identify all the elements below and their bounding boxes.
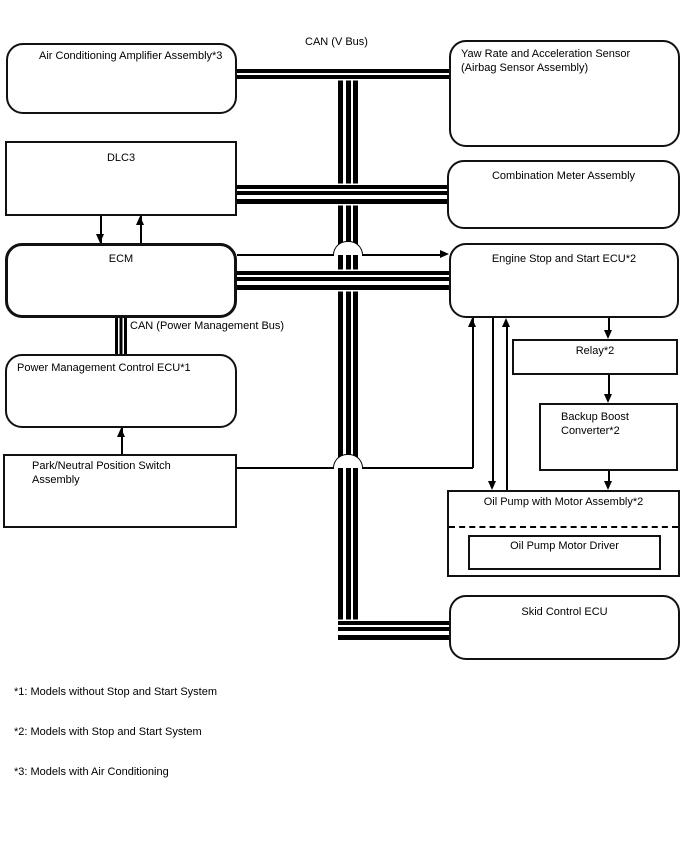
arrow-into-pm-ecu [117, 428, 125, 437]
node-ecm-label: ECM [108, 253, 134, 265]
node-engine-ss-ecu [449, 243, 679, 318]
arrow-into-engine-ecu [440, 250, 449, 258]
bus-dlc3-combination-meter [237, 185, 449, 204]
node-ecm [5, 243, 237, 318]
line-oilpump-to-engine [506, 326, 508, 490]
line-ecm-to-engine-ecu-1 [237, 254, 334, 256]
can-v-bus-label: CAN (V Bus) [305, 36, 368, 48]
can-power-management-bus [115, 317, 127, 355]
node-skid-ecu-label: Skid Control ECU [521, 606, 608, 618]
node-pn-switch [3, 454, 237, 528]
can-v-bus-trunk [338, 69, 358, 640]
node-dlc3-label: DLC3 [106, 152, 136, 164]
bus-ecm-engine-ecu [237, 271, 449, 290]
line-pn-to-engine-3 [472, 318, 474, 468]
arrow-pn-into-engine-ecu [468, 318, 476, 327]
line-ecm-to-engine-ecu-2 [362, 254, 441, 256]
arrow-backup-into-oilpump [604, 481, 612, 490]
wire-hop-ecm-line [333, 241, 363, 255]
node-dlc3 [5, 141, 237, 216]
line-pn-to-engine-1 [237, 467, 334, 469]
node-engine-ss-ecu-label: Engine Stop and Start ECU*2 [491, 253, 637, 265]
bus-skid-control [338, 621, 449, 640]
node-backup-boost [539, 403, 678, 471]
arrow-into-backup [604, 394, 612, 403]
node-oil-pump-driver-label: Oil Pump Motor Driver [510, 540, 619, 552]
node-combination-meter-label: Combination Meter Assembly [491, 170, 636, 182]
arrow-oilpump-into-engine [502, 318, 510, 327]
node-pn-switch-label: Park/Neutral Position Switch Assembly [32, 460, 171, 487]
line-relay-to-backup [608, 374, 610, 395]
oil-pump-partition-line [449, 526, 678, 528]
footnote-3: *3: Models with Air Conditioning [14, 766, 169, 778]
line-engine-to-oilpump [492, 318, 494, 482]
node-pm-ecu [5, 354, 237, 428]
node-oil-pump-label: Oil Pump with Motor Assembly*2 [483, 496, 644, 508]
line-pn-to-engine-2 [362, 467, 473, 469]
node-ac-amplifier [6, 43, 237, 114]
bus-top-segment [237, 69, 449, 79]
arrow-into-relay [604, 330, 612, 339]
node-ac-amplifier-label: Air Conditioning Amplifier Assembly*3 [39, 50, 223, 62]
arrow-into-ecm [96, 234, 104, 243]
node-yaw-sensor-label: Yaw Rate and Acceleration Sensor (Airbag Sensor Assembly) [461, 48, 631, 75]
node-pm-ecu-label: Power Management Control ECU*1 [17, 362, 191, 374]
node-combination-meter [447, 160, 680, 229]
arrow-into-oilpump-left [488, 481, 496, 490]
node-relay-label: Relay*2 [575, 345, 615, 357]
footnote-2: *2: Models with Stop and Start System [14, 726, 202, 738]
wire-hop-pn-line [333, 454, 363, 468]
node-oil-pump-driver [468, 535, 661, 570]
node-yaw-sensor [449, 40, 680, 147]
node-skid-ecu [449, 595, 680, 660]
footnote-1: *1: Models without Stop and Start System [14, 686, 217, 698]
can-pm-bus-label: CAN (Power Management Bus) [130, 320, 285, 332]
node-relay [512, 339, 678, 375]
node-backup-boost-label: Backup Boost Converter*2 [561, 411, 629, 438]
arrow-into-dlc3 [136, 216, 144, 225]
